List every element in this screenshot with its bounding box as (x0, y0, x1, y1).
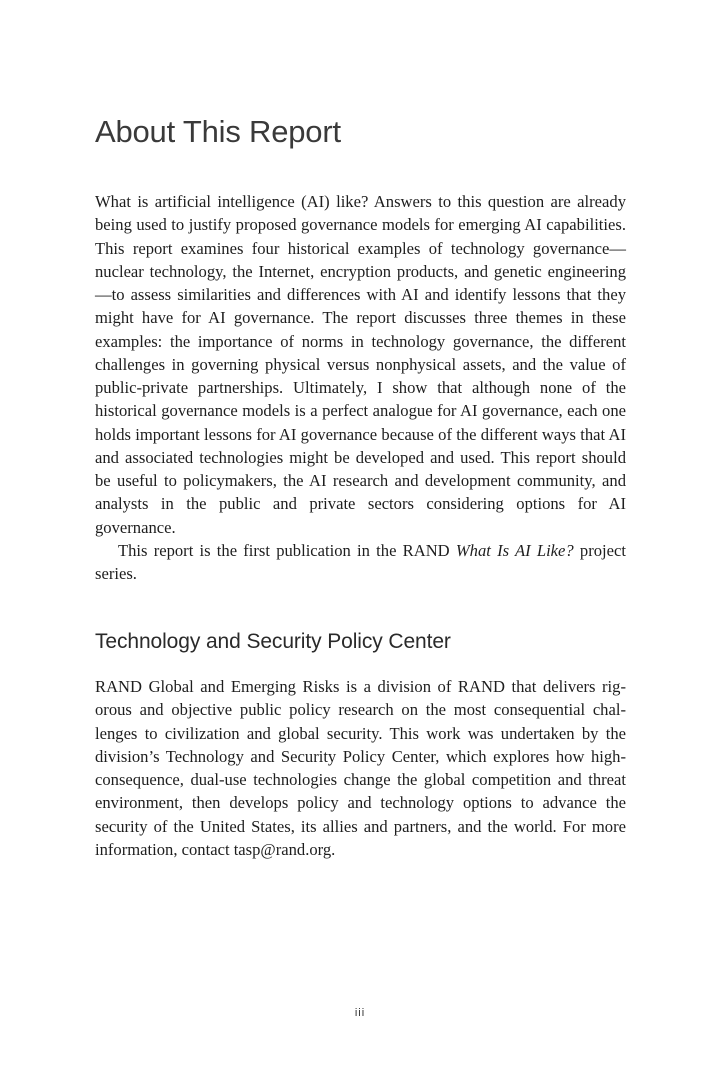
policy-center-body (95, 675, 626, 861)
about-this-report-heading: About This Report (95, 114, 341, 149)
policy-center-paragraph: RAND Global and Emerging Risks is a division of RAND that delivers rigorous and objective public policy research on the most consequential challenges to civilization and global security. This work was undertaken by the division’s Technology and Security Policy Center, which explores how high-consequence, dual-use technologies change the global competition and threat environment, then develops policy and technology options to advance the security of the United States, its allies and partners, and the world. For more information, contact tasp@rand.org. (95, 677, 626, 859)
project-series-paragraph (95, 539, 626, 586)
about-report-paragraph: What is artificial intelligence (AI) like? Answers to this question are already being used to justify proposed governance models for emerging AI capabilities. This report examines four historical examples of technology governance—nuclear technology, the Internet, encryption products, and genetic engineering—to assess similarities and differences with AI and identify lessons that they might have for AI governance. The report discusses three themes in these examples: the importance of norms in technology governance, the different challenges in governing physical versus nonphysical assets, and the value of public-private partnerships. Ultimately, I show that although none of the historical governance models is a perfect analogue for AI governance, each one holds important lessons for AI governance because of the different ways that AI and associated technologies might be developed and used. This report should be useful to policymakers, the AI research and development community, and analysts in the public and private sectors considering options for AI governance. (95, 192, 626, 537)
project-series-title: What Is AI Like? (455, 540, 574, 560)
project-series-text-after: project series. (95, 540, 626, 583)
policy-center-heading: Technology and Security Policy Center (95, 630, 451, 653)
project-series-text-before: This report is the first publication in the RAND (118, 540, 456, 560)
page-number: iii (354, 1007, 366, 1019)
about-this-report-body (95, 190, 626, 585)
